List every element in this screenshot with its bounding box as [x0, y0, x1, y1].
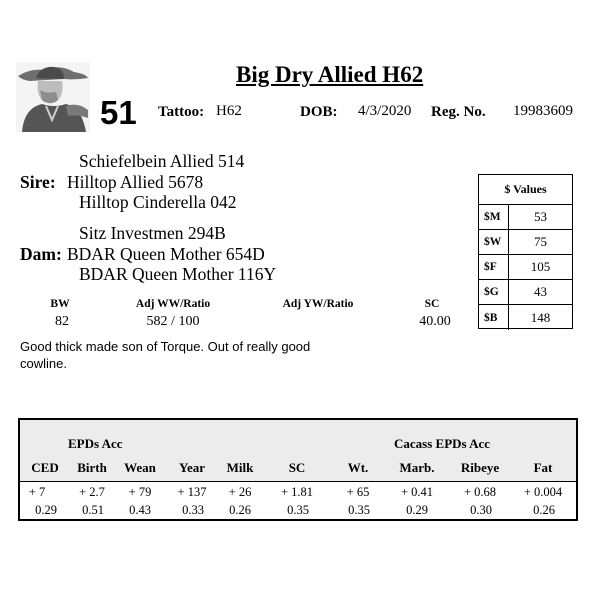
epd-value-wt: + 65 [346, 485, 370, 499]
value-label: $W [479, 230, 509, 254]
dollar-values-title: $ Values [479, 175, 572, 205]
cowboy-photo-icon [16, 62, 90, 132]
epd-acc-milk: 0.26 [229, 503, 251, 517]
value-amount: 53 [534, 209, 547, 224]
perf-header-sc: SC [424, 298, 440, 310]
value-label: $M [479, 205, 509, 229]
epd-value-ced: + 7 [28, 485, 46, 499]
epd-acc-fat: 0.26 [533, 503, 555, 517]
table-row [479, 230, 572, 255]
dam-label: Dam: [20, 244, 62, 264]
comment-text: Good thick made son of Torque. Out of really good cowline. [20, 339, 311, 371]
epd-value-year: + 137 [177, 485, 207, 499]
dam-name: BDAR Queen Mother 654D [67, 244, 265, 264]
epd-value-sc: + 1.81 [280, 485, 314, 499]
table-row [479, 205, 572, 230]
epd-acc-ribeye: 0.30 [470, 503, 492, 517]
epd-value-wean: + 79 [128, 485, 152, 499]
sire-name: Hilltop Allied 5678 [67, 172, 204, 192]
sire-dam: Hilltop Cinderella 042 [79, 192, 237, 212]
epd-acc-marb: 0.29 [406, 503, 428, 517]
epd-header-birth: Birth [77, 460, 107, 475]
perf-value-sc: 40.00 [419, 314, 451, 329]
table-row [479, 280, 572, 305]
cowboy-photo [16, 62, 90, 132]
value-label: $G [479, 280, 509, 304]
sire-label: Sire: [20, 172, 56, 192]
epd-header-wean: Wean [124, 460, 156, 475]
epd-value-ribeye: + 0.68 [463, 485, 497, 499]
epd-value-birth: + 2.7 [79, 485, 105, 499]
epd-value-milk: + 26 [228, 485, 252, 499]
table-row [479, 305, 572, 330]
tattoo-label: Tattoo: [158, 104, 205, 120]
tattoo-value: H62 [216, 103, 242, 119]
epd-value-fat: + 0.004 [523, 485, 563, 499]
dob-label: DOB: [300, 104, 338, 120]
epd-acc-ced: 0.29 [35, 503, 57, 517]
value-label: $B [479, 305, 509, 330]
epd-header-ced: CED [31, 460, 59, 475]
epd-table [18, 418, 578, 521]
dam-sire: Sitz Investmen 294B [79, 223, 226, 243]
epd-header-marb: Marb. [399, 460, 435, 475]
lot-number: 51 [100, 94, 137, 131]
epd-header-milk: Milk [226, 460, 254, 475]
epd-acc-birth: 0.51 [82, 503, 104, 517]
value-amount: 105 [530, 259, 551, 274]
value-label: $F [479, 255, 509, 279]
dam-dam: BDAR Queen Mother 116Y [79, 264, 277, 284]
value-amount: 148 [530, 309, 551, 325]
carcass-group-label: Cacass EPDs Acc [394, 436, 491, 451]
perf-header-ww: Adj WW/Ratio [135, 298, 211, 310]
perf-header-yw: Adj YW/Ratio [282, 298, 354, 310]
value-amount: 43 [534, 284, 547, 299]
perf-value-ww: 582 / 100 [146, 314, 200, 329]
epd-header-year: Year [179, 460, 205, 475]
reg-value: 19983609 [513, 103, 573, 119]
perf-value-bw: 82 [55, 314, 69, 329]
perf-header-bw: BW [50, 298, 70, 310]
epd-group-label: EPDs Acc [68, 436, 123, 451]
epd-acc-wean: 0.43 [129, 503, 151, 517]
epd-acc-wt: 0.35 [348, 503, 370, 517]
value-amount: 75 [534, 234, 547, 249]
epd-header-wt: Wt. [347, 460, 369, 475]
reg-label: Reg. No. [431, 104, 486, 120]
dob-value: 4/3/2020 [358, 103, 412, 119]
epd-value-marb: + 0.41 [400, 485, 434, 499]
dollar-values-table [478, 174, 573, 329]
epd-acc-year: 0.33 [182, 503, 204, 517]
epd-header-ribeye: Ribeye [460, 460, 500, 475]
epd-header-fat: Fat [533, 460, 553, 475]
epd-header-sc: SC [288, 460, 306, 475]
animal-name-title: Big Dry Allied H62 [236, 62, 424, 87]
table-row [479, 255, 572, 280]
sire-sire: Schiefelbein Allied 514 [79, 151, 245, 171]
epd-acc-sc: 0.35 [287, 503, 309, 517]
